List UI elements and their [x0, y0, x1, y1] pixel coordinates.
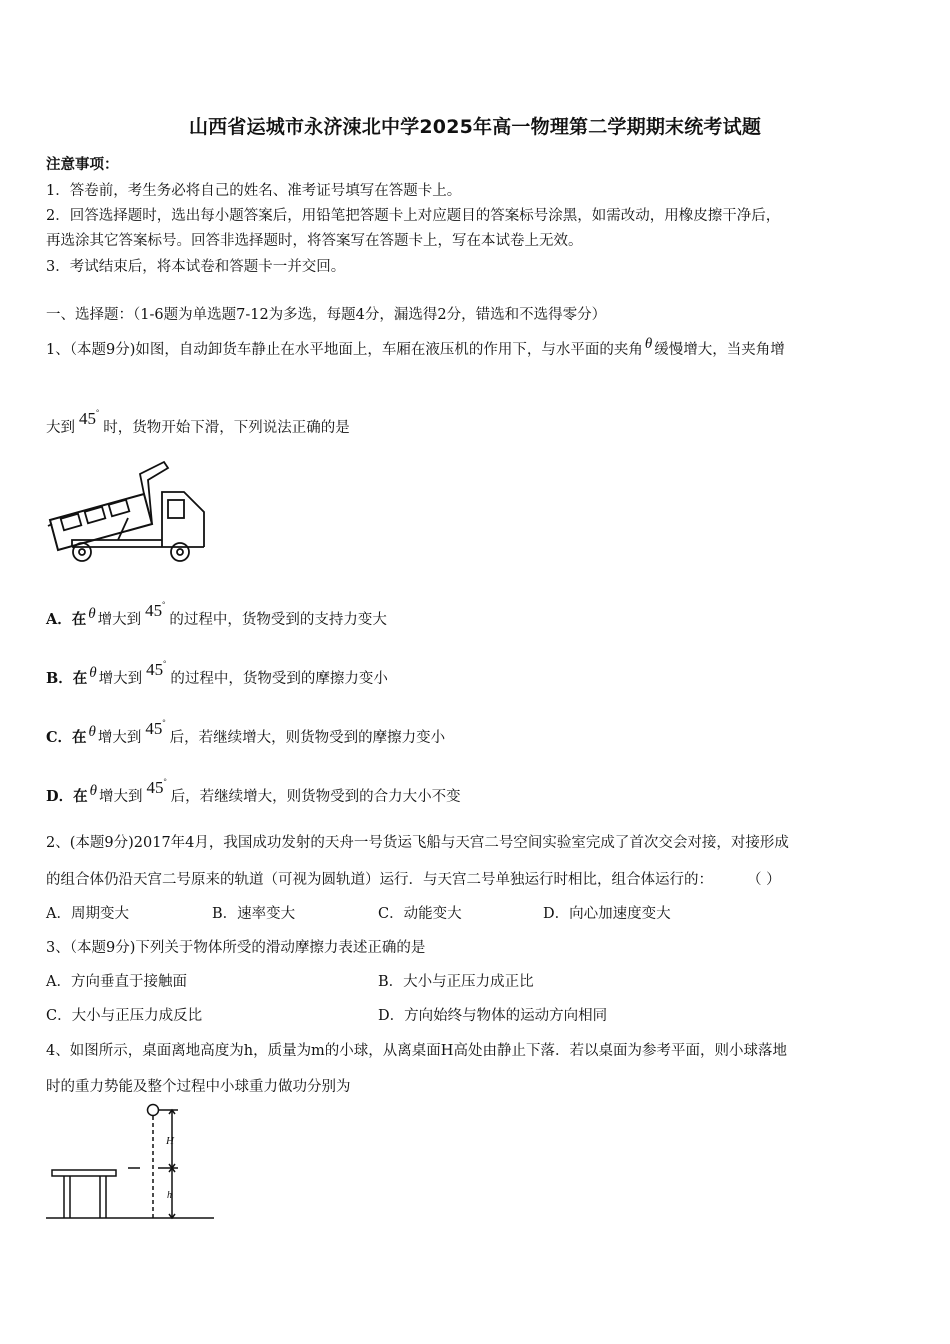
degree-sign: °: [163, 659, 167, 668]
degree-sign: °: [162, 600, 166, 609]
q1-stem-d: 时，货物开始下滑，下列说法正确的是: [103, 420, 350, 436]
degree-sign: °: [163, 777, 167, 786]
option-mid: 增大到: [97, 730, 142, 746]
q2-option-d[interactable]: D．向心加速度变大: [543, 906, 671, 922]
q4-stem-line2: 时的重力势能及整个过程中小球重力做功分别为: [46, 1079, 351, 1095]
angle-value: 45: [79, 409, 96, 428]
theta-symbol: θ: [89, 783, 97, 799]
q3-option-c[interactable]: C．大小与正压力成反比: [46, 1008, 203, 1024]
q1-stem-b: 缓慢增大，当夹角增: [654, 342, 785, 358]
angle-value: 45: [146, 778, 164, 797]
option-mid: 增大到: [98, 671, 143, 687]
angle-45: [79, 408, 99, 429]
notice-item-3: 3．考试结束后，将本试卷和答题卡一并交回。: [46, 259, 346, 275]
angle-45: [145, 600, 165, 621]
option-text: 的过程中，货物受到的摩擦力变小: [170, 671, 388, 687]
angle-45: [145, 718, 165, 739]
section-heading: 一、选择题：（1-6题为单选题7-12为多选，每题4分，漏选得2分，错选和不选得零分）: [46, 307, 607, 323]
option-label: D．在: [46, 788, 88, 805]
answer-bracket: （ ）: [747, 872, 781, 888]
q2-option-b[interactable]: B．速率变大: [212, 906, 296, 922]
notice-item-2-cont: 再选涂其它答案标号。回答非选择题时，将答案写在答题卡上，写在本试卷上无效。: [46, 233, 583, 249]
q2-stem-line1: 2、(本题9分)2017年4月，我国成功发射的天舟一号货运飞船与天宫二号空间实验室完成了首次交会对接，对接形成: [46, 835, 789, 851]
q1-stem-c: 大到: [46, 420, 75, 436]
option-text: 后，若继续增大，则货物受到的合力大小不变: [170, 789, 461, 805]
option-text: 后，若继续增大，则货物受到的摩擦力变小: [169, 730, 446, 746]
option-label: A．在: [46, 611, 87, 628]
q4-stem-line1: 4、如图所示，桌面离地高度为h，质量为m的小球，从离桌面H高处由静止下落．若以桌面为参考平面，则小球落地: [46, 1043, 787, 1059]
q1-stem-line1: [46, 336, 785, 359]
exam-title: 山西省运城市永济涑北中学2025年高一物理第二学期期末统考试题: [188, 116, 762, 138]
dump-truck-figure: [44, 452, 214, 572]
angle-45: [146, 659, 166, 680]
theta-symbol: θ: [88, 724, 96, 740]
q2-option-a[interactable]: A．周期变大: [46, 906, 129, 922]
notice-heading: 注意事项：: [46, 156, 119, 173]
q1-option-b[interactable]: [46, 659, 388, 688]
q3-option-b[interactable]: B．大小与正压力成正比: [378, 974, 534, 990]
q2-stem-line2: [46, 868, 781, 889]
notice-item-1: 1．答卷前，考生务必将自己的姓名、准考证号填写在答题卡上。: [46, 183, 462, 199]
option-mid: 增大到: [97, 612, 142, 628]
theta-symbol: θ: [644, 336, 653, 352]
theta-symbol: θ: [89, 665, 97, 681]
option-label: B．在: [46, 670, 88, 687]
q1-stem-line2: [46, 408, 350, 437]
degree-sign: °: [162, 718, 166, 727]
angle-45: [146, 777, 166, 798]
option-text: 的过程中，货物受到的支持力变大: [169, 612, 387, 628]
angle-value: 45: [145, 719, 163, 738]
q1-option-d[interactable]: [46, 777, 461, 806]
angle-value: 45: [146, 660, 164, 679]
q1-option-c[interactable]: [46, 718, 445, 747]
notice-item-2: 2．回答选择题时，选出每小题答案后，用铅笔把答题卡上对应题目的答案标号涂黑，如需改动，用橡皮擦干净后，: [46, 208, 781, 224]
angle-value: 45: [145, 601, 163, 620]
degree-sign: °: [96, 408, 100, 417]
option-label: C．在: [46, 729, 87, 746]
label-h: h: [167, 1190, 172, 1201]
q3-option-d[interactable]: D．方向始终与物体的运动方向相同: [378, 1008, 608, 1024]
q2-option-c[interactable]: C．动能变大: [378, 906, 462, 922]
table-ball-figure: [44, 1098, 219, 1228]
q3-option-a[interactable]: A．方向垂直于接触面: [46, 974, 187, 990]
label-H: H: [166, 1135, 174, 1147]
q1-stem-a: 1、（本题9分)如图，自动卸货车静止在水平地面上，车厢在液压机的作用下，与水平面的夹角: [46, 342, 643, 358]
q1-option-a[interactable]: [46, 600, 387, 629]
option-mid: 增大到: [98, 789, 143, 805]
q3-stem: 3、（本题9分)下列关于物体所受的滑动摩擦力表述正确的是: [46, 940, 426, 956]
q2-stem-text: 的组合体仍沿天宫二号原来的轨道（可视为圆轨道）运行．与天宫二号单独运行时相比，组合体运行的：: [46, 872, 713, 888]
theta-symbol: θ: [88, 606, 96, 622]
